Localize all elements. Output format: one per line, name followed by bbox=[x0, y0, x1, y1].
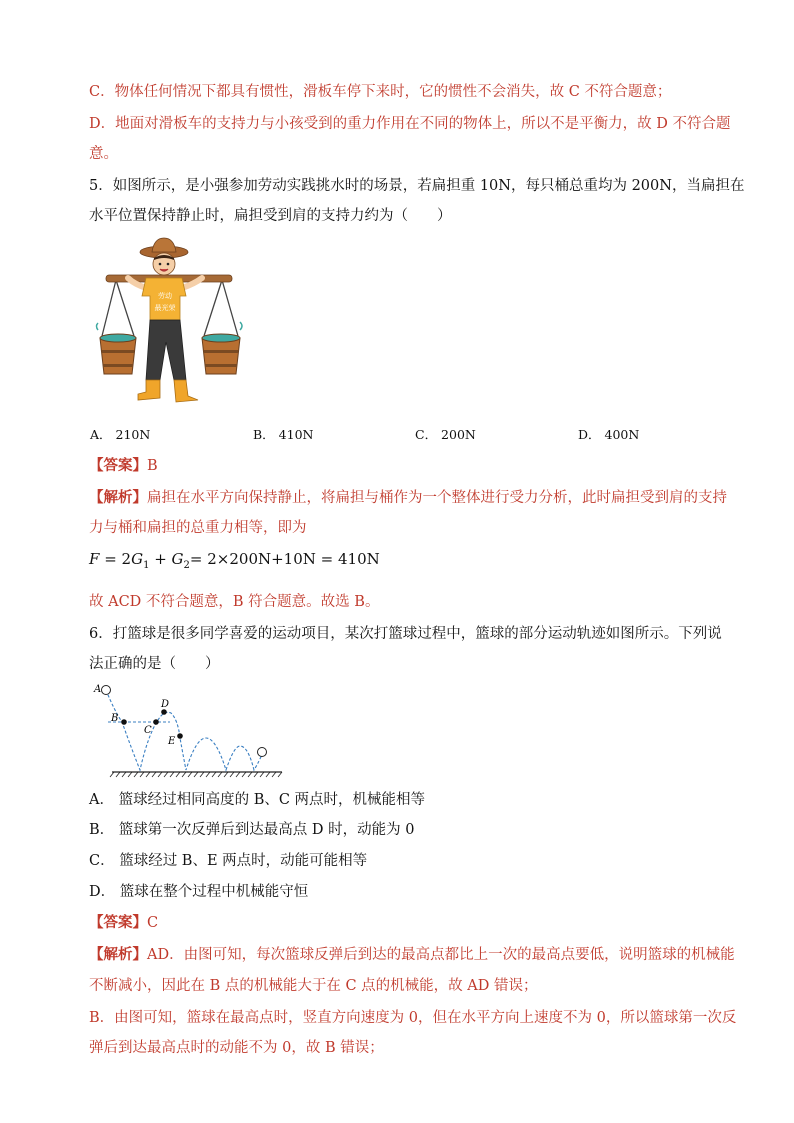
q6-answer-value: C bbox=[147, 915, 159, 931]
q5-answer-tag: 【答案】 bbox=[89, 457, 147, 474]
q5-analysis-text1: 扁担在水平方向保持静止，将扁担与桶作为一个整体进行受力分析，此时扁担受到肩的支持 bbox=[147, 490, 727, 506]
q6-option-a: A． 篮球经过相同高度的 B、C 两点时，机械能相等 bbox=[89, 792, 426, 808]
q5-answer bbox=[89, 456, 158, 476]
formula-rhs: = 2×200N+10N = 410N bbox=[189, 550, 380, 568]
q6-option-d: D． 篮球在整个过程中机械能守恒 bbox=[89, 884, 309, 900]
q5-option-a: A． 210N bbox=[90, 427, 151, 442]
q6-answer bbox=[89, 913, 158, 933]
q6-stem-line1: 6．打篮球是很多同学喜爱的运动项目，某次打篮球过程中，篮球的部分运动轨迹如图所示。下列说 bbox=[89, 626, 722, 642]
prev-option-d-line1: D．地面对滑板车的支持力与小孩受到的重力作用在不同的物体上，所以不是平衡力，故 D 不符合题 bbox=[89, 116, 731, 132]
label-e: E bbox=[168, 736, 176, 747]
label-a: A bbox=[94, 684, 102, 695]
q6-analysis-text1: AD．由图可知，每次篮球反弹后到达的最高点都比上一次的最高点要低，说明篮球的机械能 bbox=[147, 947, 735, 963]
q5-option-c: C． 200N bbox=[415, 427, 476, 442]
basketball-trajectory-diagram bbox=[92, 680, 292, 780]
q6-analysis-line1 bbox=[89, 945, 735, 965]
prev-option-c: C．物体任何情况下都具有惯性，滑板车停下来时，它的惯性不会消失，故 C 不符合题意； bbox=[89, 84, 672, 100]
q6-answer-tag: 【答案】 bbox=[89, 914, 147, 931]
prev-option-d-line2: 意。 bbox=[89, 146, 118, 162]
q5-option-b: B． 410N bbox=[253, 427, 314, 442]
q5-analysis-line1 bbox=[89, 488, 727, 508]
q5-answer-value: B bbox=[147, 458, 158, 474]
q6-analysis-line2: 不断减小，因此在 B 点的机械能大于在 C 点的机械能，故 AD 错误； bbox=[89, 978, 538, 994]
q5-analysis-line2: 力与桶和扁担的总重力相等，即为 bbox=[89, 520, 307, 536]
q6-option-c: C． 篮球经过 B、E 两点时，动能可能相等 bbox=[89, 853, 368, 869]
q5-conclusion: 故 ACD 不符合题意，B 符合题意。故选 B。 bbox=[89, 594, 380, 610]
label-b: B bbox=[111, 713, 119, 724]
q6-stem-line2: 法正确的是（ ） bbox=[89, 656, 220, 672]
q6-analysis-line3: B．由图可知，篮球在最高点时，竖直方向速度为 0，但在水平方向上速度不为 0，所以篮球第一次反 bbox=[89, 1010, 737, 1026]
q5-stem-line1: 5．如图所示，是小强参加劳动实践挑水时的场景，若扁担重 10N，每只桶总重均为 200N，当扁担在 bbox=[89, 178, 745, 194]
label-d: D bbox=[161, 699, 170, 710]
q5-stem-line2: 水平位置保持静止时，扁担受到肩的支持力约为（ ） bbox=[89, 208, 452, 224]
shirt-text-2: 最光荣 bbox=[154, 304, 176, 312]
water-carrier-illustration bbox=[94, 238, 244, 410]
formula-lhs: F bbox=[89, 550, 100, 568]
q5-formula: $F = 2G_1 + G_2= 2\times 200N+10N = 410N$ bbox=[89, 550, 380, 571]
q6-analysis-line4: 弹后到达最高点时的动能不为 0，故 B 错误； bbox=[89, 1040, 384, 1056]
q6-analysis-tag: 【解析】 bbox=[89, 946, 147, 963]
shirt-text-1: 劳动 bbox=[158, 292, 172, 300]
q6-option-b: B． 篮球第一次反弹后到达最高点 D 时，动能为 0 bbox=[89, 822, 415, 838]
q5-analysis-tag: 【解析】 bbox=[89, 489, 147, 506]
label-c: C bbox=[144, 725, 152, 736]
q5-option-d: D． 400N bbox=[578, 427, 640, 442]
